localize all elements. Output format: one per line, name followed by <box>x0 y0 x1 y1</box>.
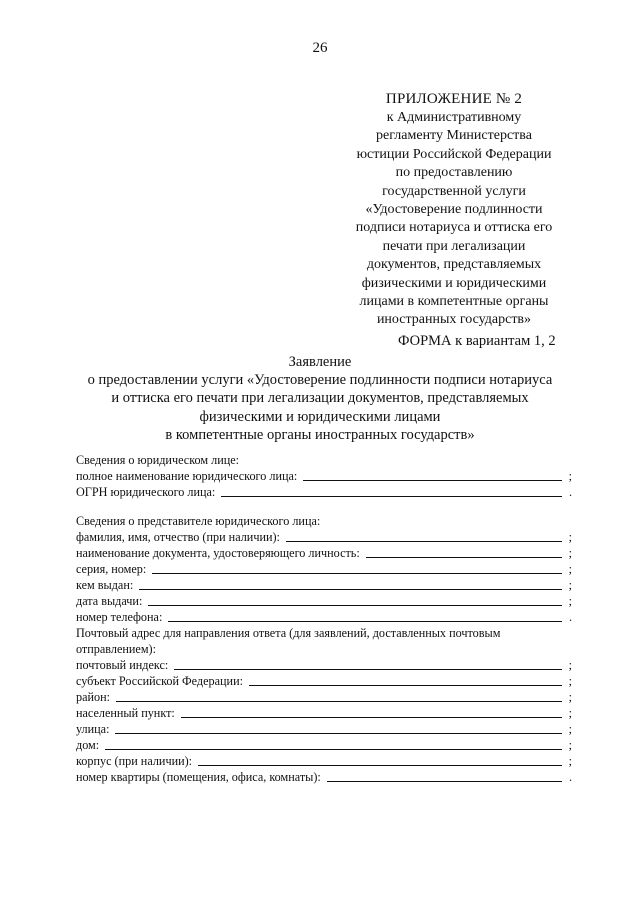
blank-line[interactable] <box>115 732 562 734</box>
field-terminator: . <box>568 485 572 499</box>
appendix-line: подписи нотариуса и оттиска его <box>355 220 553 236</box>
appendix-line: лицами в компетентные органы <box>359 294 549 310</box>
field-label: улица: <box>76 722 110 736</box>
appendix-line: «Удостоверение подлинности <box>365 202 543 218</box>
appendix-line: юстиции Российской Федерации <box>356 146 552 162</box>
appendix-block <box>330 90 578 330</box>
field-terminator: ; <box>568 562 572 576</box>
field-label: дата выдачи: <box>76 594 143 608</box>
apartment-field[interactable] <box>76 769 572 784</box>
field-label: полное наименование юридического лица: <box>76 469 298 483</box>
form-variant-label: ФОРМА к вариантам 1, 2 <box>398 333 556 349</box>
appendix-title: ПРИЛОЖЕНИЕ № 2 <box>385 91 523 107</box>
blank-line[interactable] <box>366 556 562 558</box>
statement-line: в компетентные органы иностранных государств» <box>165 426 475 443</box>
appendix-line: государственной услуги <box>382 183 526 199</box>
blank-line[interactable] <box>327 780 562 782</box>
issue-date-field[interactable] <box>76 593 572 608</box>
field-terminator: ; <box>568 578 572 592</box>
field-terminator: ; <box>568 658 572 672</box>
appendix-line: физическими и юридическими <box>361 275 547 291</box>
ogrn-field[interactable] <box>76 484 572 499</box>
field-terminator: ; <box>568 674 572 688</box>
street-field[interactable] <box>76 721 572 736</box>
series-number-field[interactable] <box>76 561 572 576</box>
house-field[interactable] <box>76 737 572 752</box>
locality-field[interactable] <box>76 705 572 720</box>
appendix-line: к Административному <box>386 110 522 125</box>
field-terminator: . <box>568 610 572 624</box>
district-field[interactable] <box>76 689 572 704</box>
blank-line[interactable] <box>168 620 562 622</box>
statement-heading <box>0 353 640 444</box>
blank-line[interactable] <box>105 748 562 750</box>
federal-subject-field[interactable] <box>76 673 572 688</box>
blank-line[interactable] <box>181 716 562 718</box>
statement-line: и оттиска его печати при легализации документов, представляемых <box>111 390 529 407</box>
building-field[interactable] <box>76 753 572 768</box>
id-document-field[interactable] <box>76 545 572 560</box>
field-terminator: ; <box>568 706 572 720</box>
blank-line[interactable] <box>286 540 562 542</box>
statement-title: Заявление <box>288 354 352 370</box>
field-label: фамилия, имя, отчество (при наличии): <box>76 530 280 544</box>
appendix-line: регламенту Министерства <box>376 128 532 144</box>
blank-line[interactable] <box>116 700 562 702</box>
field-terminator: ; <box>568 469 572 483</box>
statement-line: физическими и юридическими лицами <box>199 408 441 425</box>
postal-header-line-2: отправлением): <box>76 642 156 656</box>
blank-line[interactable] <box>198 764 562 766</box>
appendix-line: по предоставлению <box>395 165 513 181</box>
representative-header: Сведения о представителе юридического лица: <box>76 514 321 528</box>
issued-by-field[interactable] <box>76 577 572 592</box>
postal-header-line-1: Почтовый адрес для направления ответа (для заявлений, доставленных почтовым <box>76 626 501 640</box>
field-terminator: ; <box>568 530 572 544</box>
page-number: 26 <box>312 40 328 56</box>
blank-line[interactable] <box>303 479 562 481</box>
field-terminator: . <box>568 770 572 784</box>
field-label: субъект Российской Федерации: <box>76 674 243 688</box>
phone-field[interactable] <box>76 609 572 624</box>
field-terminator: ; <box>568 754 572 768</box>
blank-line[interactable] <box>152 572 562 574</box>
field-label: почтовый индекс: <box>76 658 169 672</box>
field-label: район: <box>76 690 111 704</box>
field-label: ОГРН юридического лица: <box>76 485 216 499</box>
field-terminator: ; <box>568 594 572 608</box>
field-label: корпус (при наличии): <box>76 754 193 768</box>
postal-code-field[interactable] <box>76 657 572 672</box>
field-label: кем выдан: <box>76 578 134 592</box>
appendix-line: иностранных государств» <box>376 312 532 328</box>
blank-line[interactable] <box>148 604 562 606</box>
blank-line[interactable] <box>221 495 562 497</box>
field-label: дом: <box>76 738 100 752</box>
legal-entity-name-field[interactable] <box>76 468 572 483</box>
field-terminator: ; <box>568 722 572 736</box>
blank-line[interactable] <box>174 668 562 670</box>
field-label: населенный пункт: <box>76 706 175 720</box>
field-terminator: ; <box>568 690 572 704</box>
legal-entity-header: Сведения о юридическом лице: <box>76 453 240 467</box>
field-terminator: ; <box>568 738 572 752</box>
appendix-line: документов, представляемых <box>366 257 542 273</box>
field-label: номер телефона: <box>76 610 163 624</box>
full-name-field[interactable] <box>76 529 572 544</box>
blank-line[interactable] <box>139 588 562 590</box>
blank-line[interactable] <box>249 684 562 686</box>
statement-line: о предоставлении услуги «Удостоверение подлинности подписи нотариуса <box>87 372 553 389</box>
field-label: наименование документа, удостоверяющего личность: <box>76 546 360 560</box>
field-label: номер квартиры (помещения, офиса, комнаты): <box>76 770 321 784</box>
field-terminator: ; <box>568 546 572 560</box>
field-label: серия, номер: <box>76 562 147 576</box>
appendix-line: печати при легализации <box>382 238 526 254</box>
